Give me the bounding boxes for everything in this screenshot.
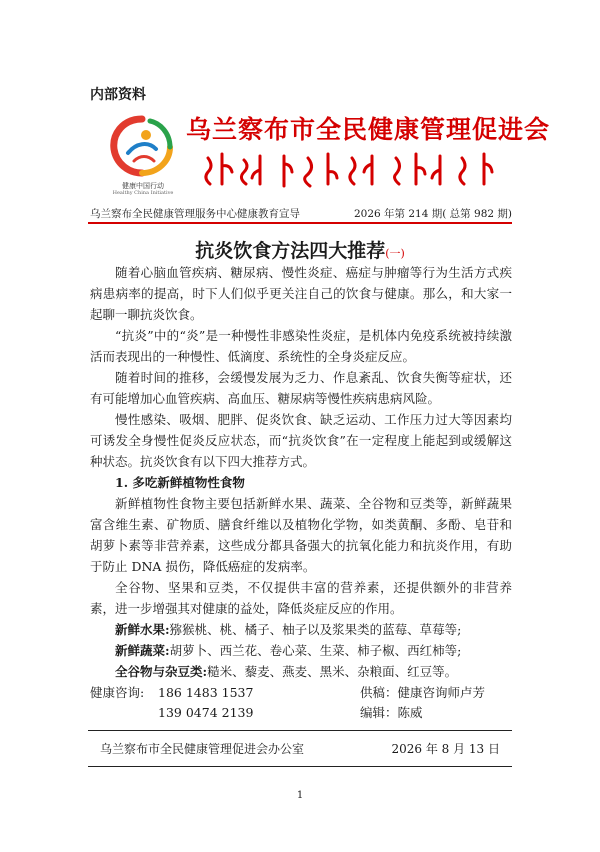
footer	[100, 740, 500, 757]
paragraph: 随着心脑血管疾病、糖尿病、慢性炎症、癌症与肿瘤等行为生活方式疾病患病率的提高，时下人们似乎更关注自己的饮食与健康。那么，和大家一起聊一聊抗炎饮食。	[90, 265, 512, 322]
red-divider	[88, 222, 512, 224]
credits-block	[360, 683, 485, 723]
footer-rule-bottom	[88, 766, 512, 767]
mongolian-script-icon	[200, 150, 500, 190]
article-title-suffix: (一)	[385, 247, 405, 260]
footer-date: 2026 年 8 月 13 日	[391, 742, 500, 756]
supplier-credit: 供稿：健康咨询师卢芳	[360, 685, 486, 700]
category-label: 新鲜水果:	[115, 622, 170, 637]
editor-credit: 编辑：陈威	[360, 705, 423, 720]
phone-number: 139 0474 2139	[158, 705, 254, 720]
category-text: 胡萝卜、西兰花、卷心菜、生菜、柿子椒、西红柿等;	[169, 643, 462, 658]
food-category-fruit	[90, 619, 512, 640]
organization-title: 乌兰察布市全民健康管理促进会	[186, 115, 551, 144]
article-title-text: 抗炎饮食方法四大推荐	[195, 240, 386, 262]
page-number: 1	[296, 790, 304, 801]
section-heading: 1. 多吃新鲜植物性食物	[115, 475, 245, 490]
logo-subcaption: Healthy China Initiative	[112, 190, 174, 196]
health-china-logo-icon	[106, 113, 178, 181]
footer-rule-top	[88, 730, 512, 731]
article-title	[0, 236, 600, 263]
phone-number: 186 1483 1537	[158, 685, 254, 700]
issue-line	[90, 206, 512, 221]
category-text: 猕猴桃、桃、橘子、柚子以及浆果类的蓝莓、草莓等;	[169, 622, 462, 637]
issue-number: 2026 年第 214 期( 总第 982 期)	[353, 208, 512, 220]
category-text: 糙米、藜麦、燕麦、黑米、杂粮面、红豆等。	[207, 664, 458, 679]
paragraph: 随着时间的推移，会缓慢发展为乏力、作息紊乱、饮食失衡等症状，还有可能增加心血管疾病、高血压、糖尿病等慢性疾病患病风险。	[90, 370, 512, 406]
contact-block	[90, 683, 253, 723]
category-label: 新鲜蔬菜:	[115, 643, 170, 658]
paragraph: 新鲜植物性食物主要包括新鲜水果、蔬菜、全谷物和豆类等，新鲜蔬果富含维生素、矿物质、膳食纤维以及植物化学物，如类黄酮、多酚、皂苷和胡萝卜素等非营养素，这些成分都具备强大的抗氧化能力和抗炎作用，有助于防止 DNA 损伤，降低癌症的发病率。	[90, 496, 512, 574]
issue-source: 乌兰察布全民健康管理服务中心健康教育宣导	[90, 208, 300, 220]
logo-caption: 健康中国行动	[122, 182, 164, 190]
paragraph: 慢性感染、吸烟、肥胖、促炎饮食、缺乏运动、工作压力过大等因素均可诱发全身慢性促炎反应状态，而“抗炎饮食”在一定程度上能起到或缓解这种状态。抗炎饮食有以下四大推荐方式。	[90, 412, 512, 469]
contact-label: 健康咨询:	[90, 685, 145, 700]
paragraph: “抗炎”中的“炎”是一种慢性非感染性炎症，是机体内免疫系统被持续激活而表现出的一种慢性、低滴度、系统性的全身炎症反应。	[90, 328, 512, 364]
category-label: 全谷物与杂豆类:	[115, 664, 208, 679]
food-category-grain	[90, 661, 512, 682]
footer-office: 乌兰察布市全民健康管理促进会办公室	[100, 742, 305, 756]
article-body	[90, 262, 512, 682]
paragraph: 全谷物、坚果和豆类，不仅提供丰富的营养素，还提供额外的非营养素，进一步增强其对健康的益处，降低炎症反应的作用。	[90, 580, 512, 616]
food-category-vegetable	[90, 640, 512, 661]
internal-label: 内部资料	[90, 87, 146, 103]
